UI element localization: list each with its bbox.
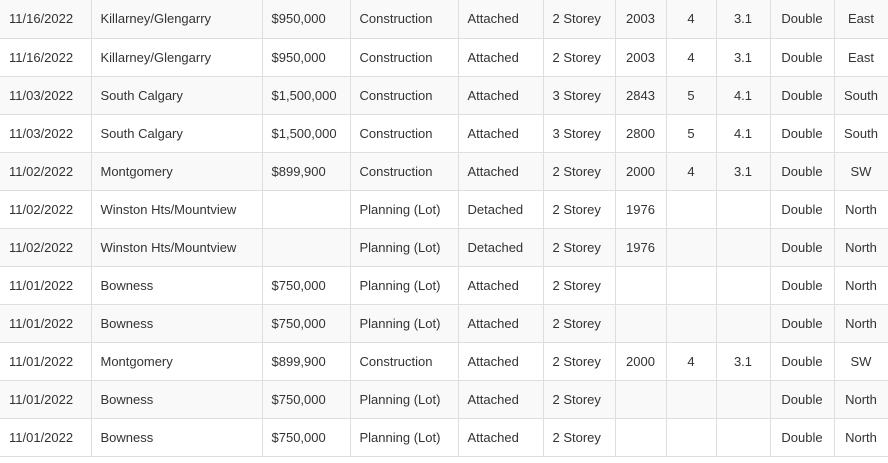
cell-style: 2 Storey xyxy=(543,342,615,380)
cell-community: Bowness xyxy=(91,380,262,418)
cell-status: Construction xyxy=(350,152,458,190)
cell-sqft: 2003 xyxy=(615,38,666,76)
cell-date: 11/01/2022 xyxy=(0,380,91,418)
cell-beds xyxy=(666,304,716,342)
cell-community: Winston Hts/Mountview xyxy=(91,228,262,266)
table-row[interactable] xyxy=(0,190,888,228)
cell-type: Attached xyxy=(458,152,543,190)
cell-exposure: South xyxy=(834,76,888,114)
cell-sqft xyxy=(615,266,666,304)
table-row[interactable] xyxy=(0,342,888,380)
cell-date: 11/02/2022 xyxy=(0,190,91,228)
cell-type: Attached xyxy=(458,76,543,114)
cell-type: Attached xyxy=(458,342,543,380)
cell-price xyxy=(262,228,350,266)
cell-baths: 3.1 xyxy=(716,0,770,38)
cell-date: 11/02/2022 xyxy=(0,152,91,190)
cell-date: 11/16/2022 xyxy=(0,38,91,76)
table-row[interactable] xyxy=(0,0,888,38)
cell-price: $750,000 xyxy=(262,304,350,342)
cell-garage: Double xyxy=(770,114,834,152)
cell-price: $750,000 xyxy=(262,266,350,304)
cell-style: 2 Storey xyxy=(543,380,615,418)
cell-style: 2 Storey xyxy=(543,266,615,304)
table-row[interactable] xyxy=(0,38,888,76)
cell-beds xyxy=(666,228,716,266)
cell-sqft xyxy=(615,418,666,456)
table-row[interactable] xyxy=(0,114,888,152)
cell-baths xyxy=(716,304,770,342)
cell-beds xyxy=(666,418,716,456)
cell-type: Detached xyxy=(458,228,543,266)
cell-status: Planning (Lot) xyxy=(350,418,458,456)
cell-style: 2 Storey xyxy=(543,38,615,76)
cell-exposure: SW xyxy=(834,152,888,190)
cell-price: $750,000 xyxy=(262,418,350,456)
cell-date: 11/03/2022 xyxy=(0,114,91,152)
cell-beds: 5 xyxy=(666,114,716,152)
cell-sqft: 1976 xyxy=(615,228,666,266)
cell-status: Planning (Lot) xyxy=(350,266,458,304)
cell-date: 11/01/2022 xyxy=(0,304,91,342)
cell-price: $1,500,000 xyxy=(262,76,350,114)
cell-garage: Double xyxy=(770,304,834,342)
cell-exposure: North xyxy=(834,190,888,228)
cell-exposure: North xyxy=(834,380,888,418)
cell-type: Attached xyxy=(458,114,543,152)
cell-garage: Double xyxy=(770,0,834,38)
table-row[interactable] xyxy=(0,380,888,418)
table-row[interactable] xyxy=(0,304,888,342)
cell-sqft xyxy=(615,304,666,342)
cell-status: Planning (Lot) xyxy=(350,190,458,228)
cell-baths: 3.1 xyxy=(716,342,770,380)
cell-baths: 4.1 xyxy=(716,76,770,114)
cell-price: $950,000 xyxy=(262,0,350,38)
cell-baths: 4.1 xyxy=(716,114,770,152)
table-row[interactable] xyxy=(0,266,888,304)
cell-community: Montgomery xyxy=(91,342,262,380)
cell-beds: 4 xyxy=(666,38,716,76)
cell-status: Construction xyxy=(350,342,458,380)
cell-status: Construction xyxy=(350,114,458,152)
cell-beds: 5 xyxy=(666,76,716,114)
cell-garage: Double xyxy=(770,266,834,304)
cell-baths xyxy=(716,228,770,266)
cell-status: Planning (Lot) xyxy=(350,228,458,266)
cell-garage: Double xyxy=(770,190,834,228)
cell-type: Attached xyxy=(458,0,543,38)
cell-status: Planning (Lot) xyxy=(350,380,458,418)
cell-price: $1,500,000 xyxy=(262,114,350,152)
cell-exposure: North xyxy=(834,228,888,266)
cell-status: Planning (Lot) xyxy=(350,304,458,342)
cell-price: $750,000 xyxy=(262,380,350,418)
cell-garage: Double xyxy=(770,380,834,418)
cell-community: Winston Hts/Mountview xyxy=(91,190,262,228)
cell-type: Attached xyxy=(458,418,543,456)
table-row[interactable] xyxy=(0,76,888,114)
cell-exposure: North xyxy=(834,418,888,456)
cell-price xyxy=(262,190,350,228)
cell-status: Construction xyxy=(350,0,458,38)
cell-date: 11/01/2022 xyxy=(0,342,91,380)
cell-exposure: East xyxy=(834,0,888,38)
cell-community: South Calgary xyxy=(91,76,262,114)
cell-community: South Calgary xyxy=(91,114,262,152)
cell-baths: 3.1 xyxy=(716,152,770,190)
cell-date: 11/16/2022 xyxy=(0,0,91,38)
cell-sqft: 2000 xyxy=(615,152,666,190)
cell-style: 2 Storey xyxy=(543,190,615,228)
cell-garage: Double xyxy=(770,38,834,76)
cell-sqft: 2800 xyxy=(615,114,666,152)
cell-style: 3 Storey xyxy=(543,114,615,152)
cell-garage: Double xyxy=(770,418,834,456)
cell-baths xyxy=(716,190,770,228)
cell-beds xyxy=(666,190,716,228)
cell-sqft: 1976 xyxy=(615,190,666,228)
cell-garage: Double xyxy=(770,342,834,380)
cell-status: Construction xyxy=(350,38,458,76)
cell-sqft: 2843 xyxy=(615,76,666,114)
cell-date: 11/02/2022 xyxy=(0,228,91,266)
cell-type: Attached xyxy=(458,38,543,76)
cell-beds xyxy=(666,266,716,304)
cell-garage: Double xyxy=(770,228,834,266)
cell-sqft xyxy=(615,380,666,418)
cell-community: Killarney/Glengarry xyxy=(91,0,262,38)
table-row[interactable] xyxy=(0,228,888,266)
cell-date: 11/03/2022 xyxy=(0,76,91,114)
cell-beds xyxy=(666,380,716,418)
table-row[interactable] xyxy=(0,152,888,190)
cell-date: 11/01/2022 xyxy=(0,266,91,304)
cell-style: 2 Storey xyxy=(543,228,615,266)
cell-style: 2 Storey xyxy=(543,418,615,456)
cell-status: Construction xyxy=(350,76,458,114)
cell-garage: Double xyxy=(770,152,834,190)
cell-style: 3 Storey xyxy=(543,76,615,114)
cell-community: Bowness xyxy=(91,304,262,342)
cell-sqft: 2003 xyxy=(615,0,666,38)
cell-baths xyxy=(716,266,770,304)
cell-style: 2 Storey xyxy=(543,0,615,38)
cell-baths: 3.1 xyxy=(716,38,770,76)
cell-exposure: South xyxy=(834,114,888,152)
cell-beds: 4 xyxy=(666,0,716,38)
cell-style: 2 Storey xyxy=(543,304,615,342)
cell-exposure: SW xyxy=(834,342,888,380)
cell-price: $899,900 xyxy=(262,152,350,190)
cell-exposure: North xyxy=(834,266,888,304)
cell-price: $899,900 xyxy=(262,342,350,380)
cell-type: Attached xyxy=(458,266,543,304)
cell-exposure: East xyxy=(834,38,888,76)
cell-style: 2 Storey xyxy=(543,152,615,190)
cell-community: Killarney/Glengarry xyxy=(91,38,262,76)
cell-exposure: North xyxy=(834,304,888,342)
cell-community: Bowness xyxy=(91,266,262,304)
table-row[interactable] xyxy=(0,418,888,456)
cell-community: Montgomery xyxy=(91,152,262,190)
cell-date: 11/01/2022 xyxy=(0,418,91,456)
cell-garage: Double xyxy=(770,76,834,114)
cell-type: Attached xyxy=(458,304,543,342)
cell-baths xyxy=(716,380,770,418)
cell-sqft: 2000 xyxy=(615,342,666,380)
cell-beds: 4 xyxy=(666,152,716,190)
cell-price: $950,000 xyxy=(262,38,350,76)
cell-type: Detached xyxy=(458,190,543,228)
cell-community: Bowness xyxy=(91,418,262,456)
cell-beds: 4 xyxy=(666,342,716,380)
cell-type: Attached xyxy=(458,380,543,418)
cell-baths xyxy=(716,418,770,456)
